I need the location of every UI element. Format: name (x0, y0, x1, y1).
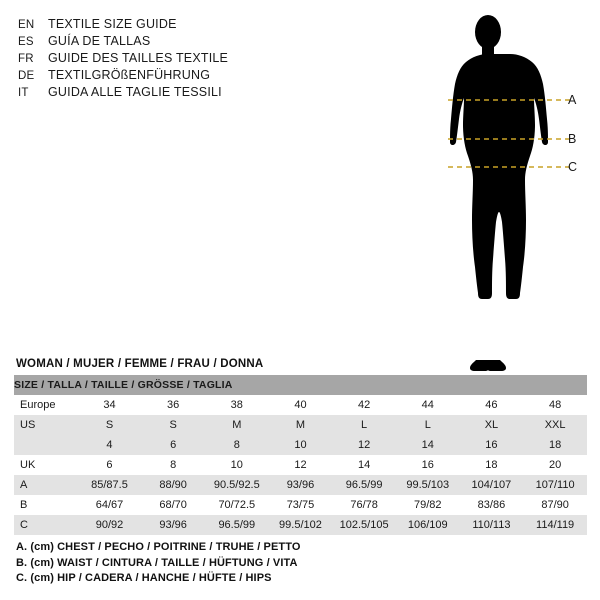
language-code: EN (18, 19, 35, 31)
female-silhouette-figure (420, 8, 590, 373)
cell: 76/78 (332, 495, 396, 515)
table-row (14, 415, 587, 435)
table-row (14, 515, 587, 535)
cell: 36 (141, 395, 205, 415)
row-label: Europe (14, 395, 78, 415)
cell: 6 (141, 435, 205, 455)
language-row (18, 16, 318, 33)
cell: 87/90 (523, 495, 587, 515)
cell: 44 (396, 395, 460, 415)
cell: 12 (332, 435, 396, 455)
cell: 46 (460, 395, 524, 415)
cell: 93/96 (269, 475, 333, 495)
cell: 90/92 (78, 515, 142, 535)
table-row (14, 475, 587, 495)
cell: 12 (269, 455, 333, 475)
cell: 93/96 (141, 515, 205, 535)
table-row (14, 435, 587, 455)
language-title: TEXTILGRÖßENFÜHRUNG (48, 68, 211, 82)
cell: 14 (396, 435, 460, 455)
row-label: A (14, 475, 78, 495)
cell: M (205, 415, 269, 435)
cell: 8 (141, 455, 205, 475)
cell: 83/86 (460, 495, 524, 515)
cell: 79/82 (396, 495, 460, 515)
language-title: GUÍA DE TALLAS (48, 34, 151, 48)
row-label: UK (14, 455, 78, 475)
row-label (14, 435, 78, 455)
legend-line-b: B. (cm) WAIST / CINTURA / TAILLE / HÜFTUNG / VITA (16, 556, 298, 569)
language-title-block (18, 16, 318, 101)
cell: 48 (523, 395, 587, 415)
language-row (18, 50, 318, 67)
cell: 18 (523, 435, 587, 455)
language-row (18, 67, 318, 84)
cell: 70/72.5 (205, 495, 269, 515)
table-row (14, 395, 587, 415)
cell: 42 (332, 395, 396, 415)
cell: 96.5/99 (332, 475, 396, 495)
cell: 99.5/102 (269, 515, 333, 535)
cell: L (396, 415, 460, 435)
cell: 18 (460, 455, 524, 475)
cell: 14 (332, 455, 396, 475)
cell: 96.5/99 (205, 515, 269, 535)
table-group-label: WOMAN / MUJER / FEMME / FRAU / DONNA (16, 358, 264, 370)
language-code: FR (18, 53, 34, 65)
cell: 6 (78, 455, 142, 475)
cell: 104/107 (460, 475, 524, 495)
cell: 85/87.5 (78, 475, 142, 495)
cell: 68/70 (141, 495, 205, 515)
language-row (18, 84, 318, 101)
language-title: GUIDA ALLE TAGLIE TESSILI (48, 85, 222, 99)
measure-letter-c: C (568, 160, 578, 174)
language-code: ES (18, 36, 34, 48)
cell: 10 (269, 435, 333, 455)
table-row (14, 495, 587, 515)
measure-letter-b: B (568, 132, 577, 146)
cell: 20 (523, 455, 587, 475)
cell: 34 (78, 395, 142, 415)
cell: 16 (396, 455, 460, 475)
cell: 40 (269, 395, 333, 415)
cell: 88/90 (141, 475, 205, 495)
cell: 114/119 (523, 515, 587, 535)
cell: XXL (523, 415, 587, 435)
cell: 102.5/105 (332, 515, 396, 535)
cell: M (269, 415, 333, 435)
row-label: B (14, 495, 78, 515)
cell: 106/109 (396, 515, 460, 535)
cell: 99.5/103 (396, 475, 460, 495)
cell: 64/67 (78, 495, 142, 515)
measure-letter-a: A (568, 93, 577, 107)
language-title: TEXTILE SIZE GUIDE (48, 17, 177, 31)
cell: XL (460, 415, 524, 435)
cell: S (78, 415, 142, 435)
language-code: IT (18, 87, 29, 99)
cell: 4 (78, 435, 142, 455)
legend-line-c: C. (cm) HIP / CADERA / HANCHE / HÜFTE / HIPS (16, 572, 272, 584)
cell: 10 (205, 455, 269, 475)
legend-line-a: A. (cm) CHEST / PECHO / POITRINE / TRUHE / PETTO (16, 541, 301, 553)
language-title: GUIDE DES TAILLES TEXTILE (48, 51, 229, 65)
measurement-legend (16, 540, 576, 587)
cell: 90.5/92.5 (205, 475, 269, 495)
cell: 8 (205, 435, 269, 455)
size-table-area (14, 358, 587, 535)
table-header-row (14, 375, 587, 395)
table-row (14, 455, 587, 475)
cell: 16 (460, 435, 524, 455)
row-label: C (14, 515, 78, 535)
cell: 73/75 (269, 495, 333, 515)
cell: S (141, 415, 205, 435)
cell: 110/113 (460, 515, 524, 535)
cell: 38 (205, 395, 269, 415)
cell: L (332, 415, 396, 435)
row-label: US (14, 415, 78, 435)
size-table (14, 375, 587, 535)
language-row (18, 33, 318, 50)
cell: 107/110 (523, 475, 587, 495)
table-header-label: SIZE / TALLA / TAILLE / GRÖSSE / TAGLIA (14, 375, 587, 395)
language-code: DE (18, 70, 35, 82)
